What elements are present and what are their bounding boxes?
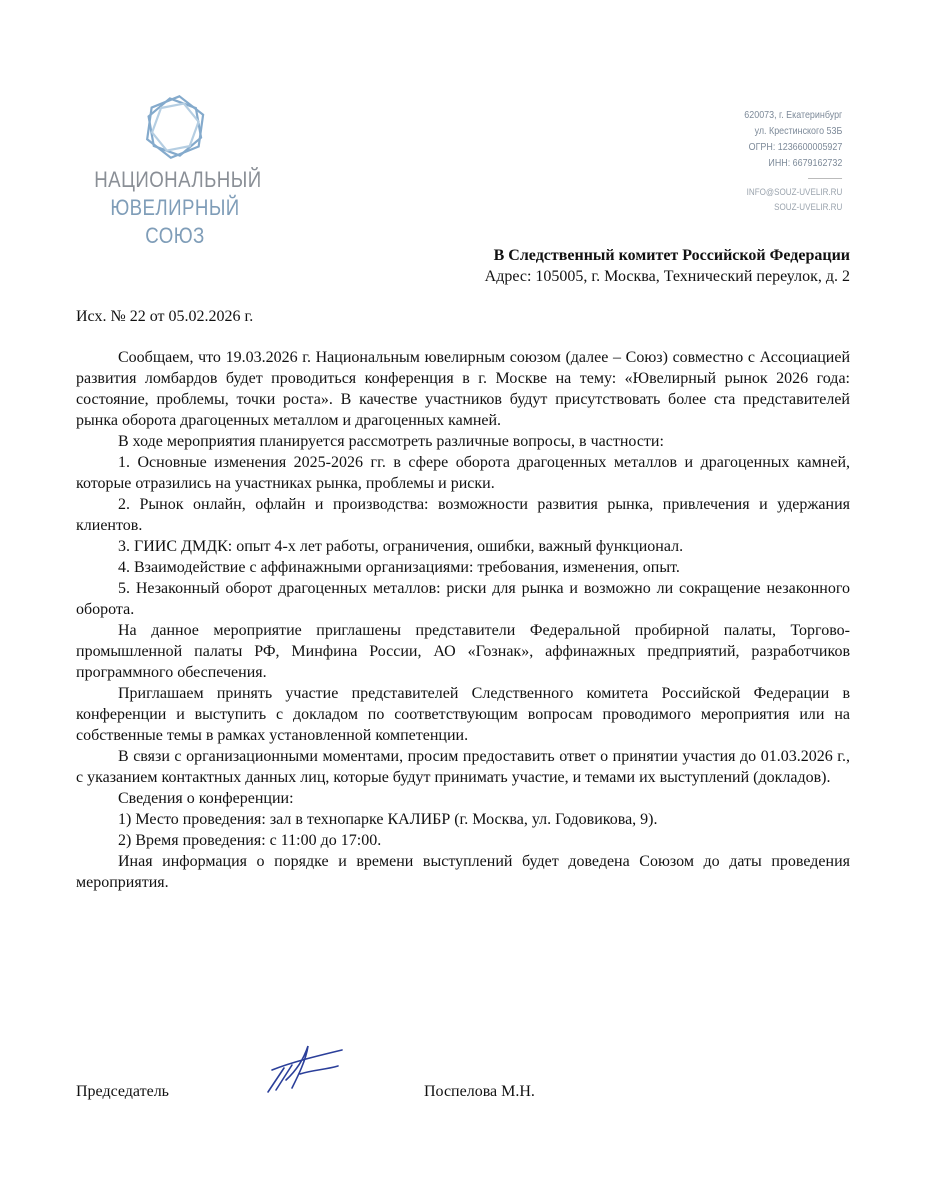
list-item: 1) Место проведения: зал в технопарке КАЛИБР (г. Москва, ул. Годовикова, 9). (118, 811, 658, 828)
letterhead-contacts (744, 107, 842, 215)
paragraph: Приглашаем принять участие представителей Следственного комитета Российской Федерации в конференции и выступить с докладом по соответствующим вопросам проводимого мероприятия или на собственные темы в рамках установленной компетенции. (76, 685, 850, 744)
paragraph: В связи с организационными моментами, просим предоставить ответ о принятии участия до 01.03.2026 г., с указанием контактных данных лиц, которые будут принимать участие, и темами их выступлений (докладов). (76, 748, 850, 786)
contacts-divider (808, 178, 842, 179)
logo-line-1: НАЦИОНАЛЬНЫЙ (94, 167, 262, 192)
contact-city: 620073, г. Екатеринбург (743, 109, 842, 121)
list-item: 3. ГИИС ДМДК: опыт 4-х лет работы, ограничения, ошибки, важный функционал. (118, 538, 684, 555)
paragraph: В ходе мероприятия планируется рассмотреть различные вопросы, в частности: (118, 433, 664, 450)
list-item: 2. Рынок онлайн, офлайн и производства: возможности развития рынка, привлечения и удержания клиентов. (76, 496, 850, 534)
list-item: 4. Взаимодействие с аффинажными организациями: требования, изменения, опыт. (118, 559, 680, 576)
handwritten-signature (262, 1040, 352, 1095)
list-item: 5. Незаконный оборот драгоценных металлов: риски для рынка и возможно ли сокращение незаконного оборота. (76, 580, 850, 618)
hexagon-logo-icon (143, 92, 207, 164)
signer-name: Поспелова М.Н. (424, 1083, 535, 1100)
organization-logo (80, 92, 270, 250)
logo-line-2: ЮВЕЛИРНЫЙ СОЮЗ (110, 195, 240, 248)
paragraph: Иная информация о порядке и времени выступлений будет доведена Союзом до даты проведения мероприятия. (76, 853, 850, 891)
letter-body (76, 347, 850, 893)
list-item: 1. Основные изменения 2025-2026 гг. в сфере оборота драгоценных металлов и драгоценных камней, которые отразились на участниках рынка, проблемы и риски. (76, 454, 850, 492)
contact-inn: ИНН: 6679162732 (768, 157, 842, 169)
paragraph: На данное мероприятие приглашены представители Федеральной пробирной палаты, Торгово-промышленной палаты РФ, Минфина России, АО «Гознак», аффинажных предприятий, разработчиков программного обеспечения. (76, 622, 850, 681)
contact-email: INFO@SOUZ-UVELIR.RU (746, 187, 842, 198)
addressee-name: В Следственный комитет Российской Федерации (493, 247, 850, 264)
signer-position: Председатель (76, 1083, 169, 1100)
addressee-address: Адрес: 105005, г. Москва, Технический переулок, д. 2 (484, 268, 850, 285)
paragraph: Сообщаем, что 19.03.2026 г. Национальным ювелирным союзом (далее – Союз) совместно с Ассоциацией развития ломбардов будет проводиться конференция в г. Москве на тему: «Ювелирный рынок 2026 года: состояние, проблемы, точки роста». В качестве участников будут присутствовать более ста представителей рынка оборота драгоценных металлом и драгоценных камней. (76, 349, 850, 429)
addressee-block (485, 245, 850, 287)
contact-website: SOUZ-UVELIR.RU (773, 202, 842, 213)
contact-ogrn: ОГРН: 1236600005927 (748, 141, 842, 153)
paragraph: Сведения о конференции: (118, 790, 294, 807)
list-item: 2) Время проведения: с 11:00 до 17:00. (118, 832, 382, 849)
contact-street: ул. Крестинского 53Б (754, 125, 842, 137)
outgoing-number: Исх. № 22 от 05.02.2026 г. (76, 308, 254, 325)
